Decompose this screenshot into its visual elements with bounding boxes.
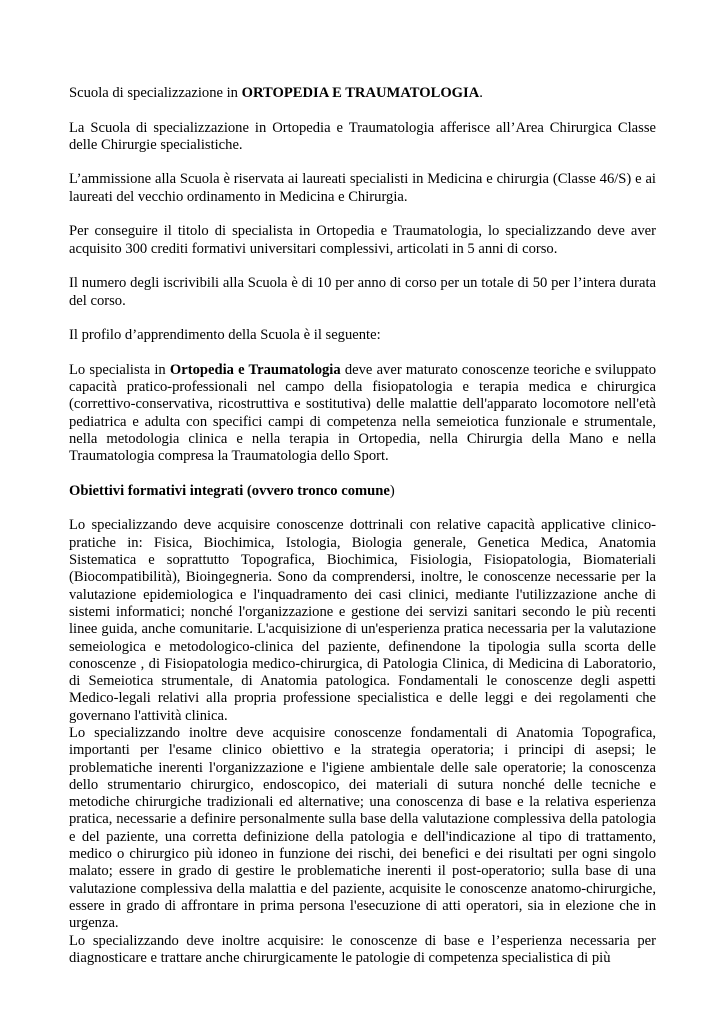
section-heading-suffix: ) — [389, 482, 395, 499]
school-title-suffix: . — [479, 85, 483, 101]
paragraph-objectives-3: Lo specializzando deve inoltre acquisire: le conoscenze di base e l’esperienza necessaria per diagnosticare e trattare anche chirurgicamente le patologie di competenza specialistica di più — [69, 932, 656, 966]
school-title-prefix: Scuola di specializzazione in — [69, 85, 242, 101]
section-heading-text: Obiettivi formativi integrati (ovvero tronco comune — [69, 482, 390, 499]
profile-specialty: Ortopedia e Traumatologia — [169, 361, 341, 378]
paragraph-objectives-1: Lo specializzando deve acquisire conoscenze dottrinali con relative capacità applicative clinico-pratiche in: Fisica, Biochimica, Istologia, Biologia generale, Genetica Medica, Anatomia Sistematica e soprattutto Topografica, Biochimica, Fisiologia, Fisiopatologia, Biomateriali (Biocompatibilità), Bioingegneria. Sono da comprendersi, inoltre, le conoscenze necessarie per la valutazione epidemiologica e l'inquadramento dei casi clinici, mediante l'utilizzazione anche di sistemi informatici; nonché l'organizzazione e gestione dei servizi sanitari secondo le più recenti linee guida, anche comunitarie. L'acquisizione di un'esperienza pratica necessaria per la valutazione semeiologica e metodologico-clinica del paziente, definendone la tipologia sulla scorta delle conoscenze , di Fisiopatologia medico-chirurgica, di Patologia Clinica, di Medicina di Laboratorio, di Semeiotica strumentale, di Anatomia patologica. Fondamentali le conoscenze degli aspetti Medico-legali relativi alla propria professione specialistica e delle leggi e dei regolamenti che governano l'attività clinica. — [69, 517, 656, 724]
profile-prefix: Lo specialista in — [69, 361, 170, 378]
paragraph-admission: L’ammissione alla Scuola è riservata ai laureati specialisti in Medicina e chirurgia (Classe 46/S) e ai laureati del vecchio ordinamento in Medicina e Chirurgia. — [69, 171, 656, 205]
section-heading — [69, 483, 656, 500]
paragraph-objectives-2: Lo specializzando inoltre deve acquisire conoscenze fondamentali di Anatomia Topografica, importanti per l'esame clinico obiettivo e la strategia operatoria; i principi di asepsi; le problematiche inerenti l'organizzazione e l'igiene ambientale delle sale operatorie; la conoscenza dello strumentario chirurgico, endoscopico, dei materiali di sutura nonché delle tecniche e metodiche chirurgiche tradizionali ed alternative; una conoscenza di base e la relativa esperienza pratica, necessarie a definire personalmente sulla base della valutazione complessiva della patologia e del paziente, una corretta definizione della patologia e dell'indicazione al tipo di trattamento, medico o chirurgico più idoneo in funzione dei rischi, dei benefici e dei risultati per ogni singolo malato; essere in grado di gestire le problematiche inerenti il post-operatorio; sulla base di una valutazione complessiva della malattia e del paziente, acquisite le conoscenze anatomo-chirurgiche, essere in grado di affrontare in prima persona l'esecuzione di atti operatori, sia in elezione che in urgenza. — [69, 724, 656, 932]
paragraph-profile — [69, 362, 656, 466]
school-title-name: ORTOPEDIA E TRAUMATOLOGIA — [241, 85, 480, 101]
paragraph-enrollment: Il numero degli iscrivibili alla Scuola è di 10 per anno di corso per un totale di 50 per l’intera durata del corso. — [69, 275, 656, 309]
profile-text: deve aver maturato conoscenze teoriche e sviluppato capacità pratico-professionali nel campo della fisiopatologia e terapia medica e chirurgica (correttivo-conservativa, ricostruttiva e sostitutiva) delle malattie dell'apparato locomotore nell'età pediatrica e adulta con specifici campi di competenza nella semeiotica funzionale e strumentale, nella metodologia clinica e nella terapia in Ortopedia, nella Chirurgia della Mano e nella Traumatologia compresa la Traumatologia dello Sport. — [69, 361, 656, 465]
paragraph-area: La Scuola di specializzazione in Ortopedia e Traumatologia afferisce all’Area Chirurgica Classe delle Chirurgie specialistiche. — [69, 119, 656, 153]
document-page — [69, 85, 656, 967]
school-title — [69, 85, 656, 102]
paragraph-credits: Per conseguire il titolo di specialista in Ortopedia e Traumatologia, lo specializzando deve aver acquisito 300 crediti formativi universitari complessivi, articolati in 5 anni di corso. — [69, 223, 656, 257]
paragraph-profile-intro: Il profilo d’apprendimento della Scuola è il seguente: — [69, 327, 381, 344]
